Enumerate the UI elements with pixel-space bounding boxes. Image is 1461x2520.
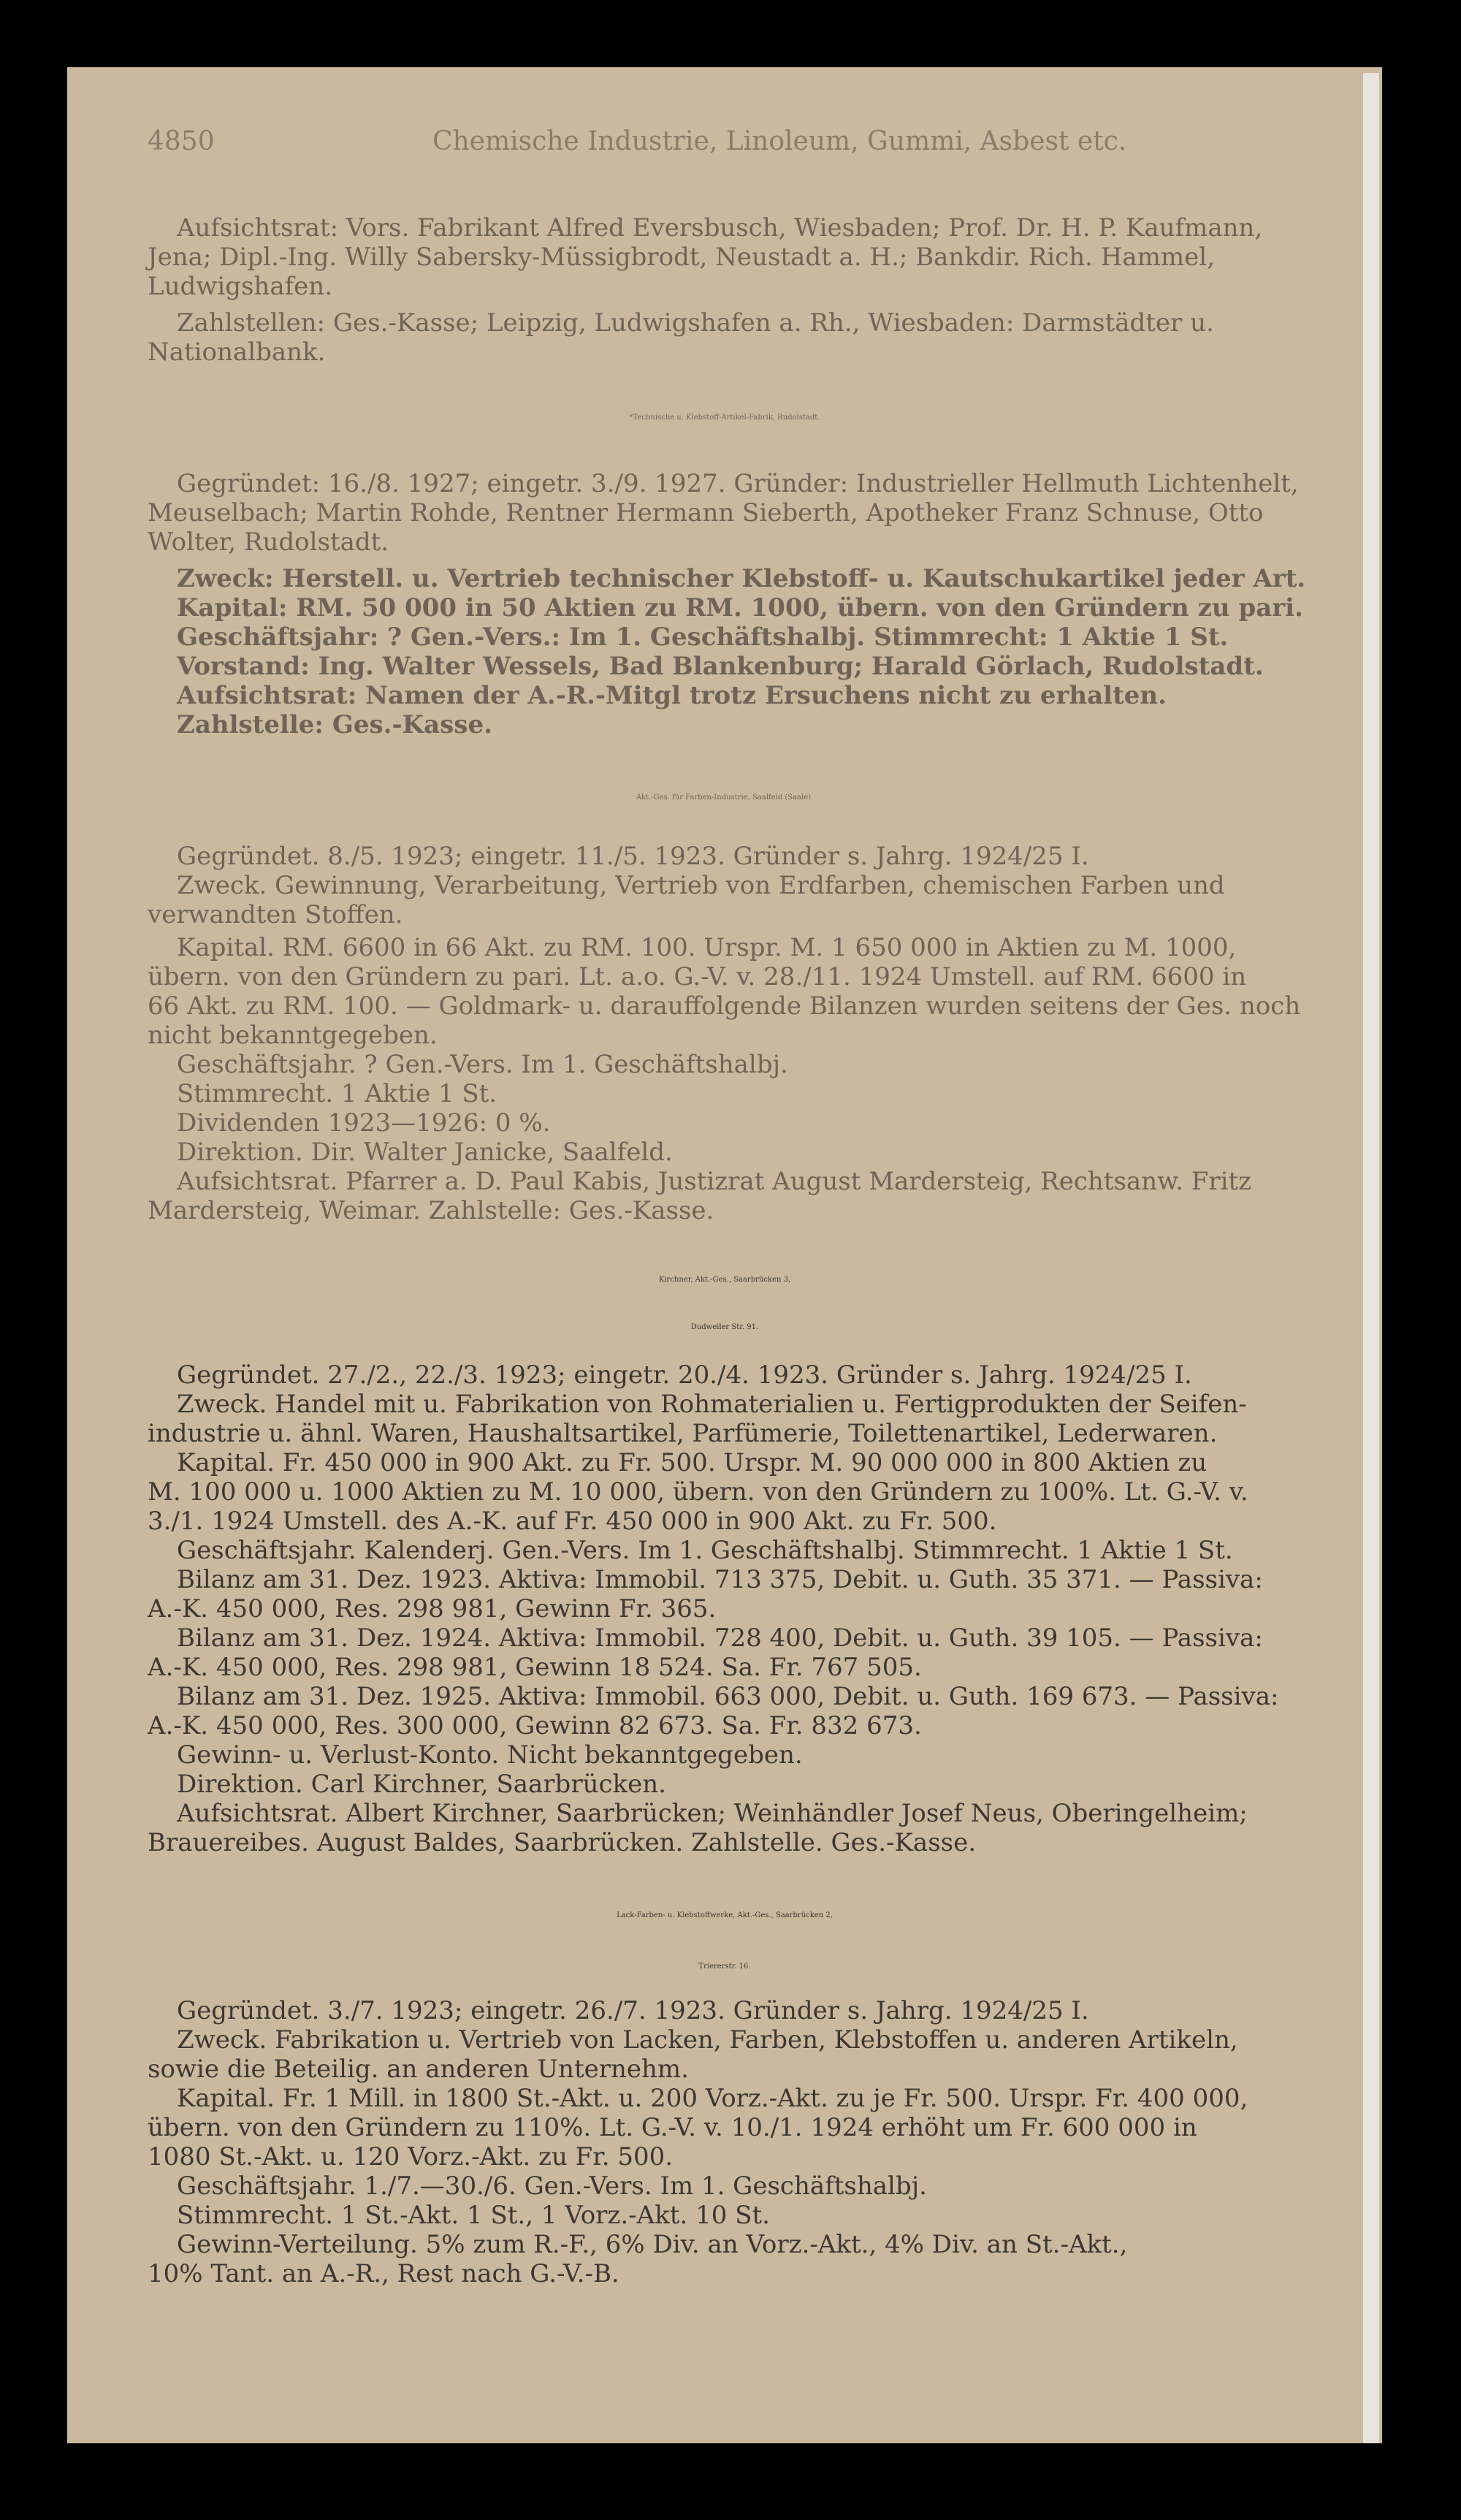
text-line: Geschäftsjahr. 1./7.—30./6. Gen.-Vers. Im 1. Geschäftshalbj. bbox=[177, 2171, 927, 2201]
company-address: Triererstr. 16. bbox=[698, 1963, 751, 1971]
company-heading: Kirchner, Akt.-Ges., Saarbrücken 3, bbox=[658, 1276, 791, 1284]
company-address: Dudweiler Str. 91. bbox=[690, 1323, 759, 1331]
text-line: Zweck. Fabrikation u. Vertrieb von Lacken, Farben, Klebstoffen u. anderen Artikeln, bbox=[177, 2025, 1238, 2055]
text-line: übern. von den Gründern zu 110%. Lt. G.-V. v. 10./1. 1924 erhöht um Fr. 600 000 in bbox=[148, 2113, 1197, 2142]
text-line: Gegründet. 27./2., 22./3. 1923; eingetr. 20./4. 1923. Gründer s. Jahrg. 1924/25 I. bbox=[177, 1360, 1192, 1390]
text-line: Stimmrecht. 1 St.-Akt. 1 St., 1 Vorz.-Akt. 10 St. bbox=[177, 2201, 770, 2230]
text-line: sowie die Beteilig. an anderen Unternehm. bbox=[148, 2055, 689, 2084]
text-line: Zweck: Herstell. u. Vertrieb technischer Klebstoff- u. Kautschukartikel jeder Art. bbox=[177, 564, 1306, 593]
text-line: Brauereibes. August Baldes, Saarbrücken. Zahlstelle. Ges.-Kasse. bbox=[148, 1828, 977, 1857]
text-line: Aufsichtsrat. Albert Kirchner, Saarbrücken; Weinhändler Josef Neus, Oberingelheim; bbox=[177, 1799, 1248, 1828]
text-line: Dividenden 1923—1926: 0 %. bbox=[177, 1108, 551, 1138]
scanned-page bbox=[67, 67, 1382, 2443]
text-line: Gegründet. 8./5. 1923; eingetr. 11./5. 1923. Gründer s. Jahrg. 1924/25 I. bbox=[177, 842, 1089, 871]
text-line: Kapital. RM. 6600 in 66 Akt. zu RM. 100. Urspr. M. 1 650 000 in Aktien zu M. 1000, bbox=[177, 933, 1237, 962]
running-title: Chemische Industrie, Linoleum, Gummi, Asbest etc. bbox=[432, 126, 1127, 156]
company-heading: Lack-Farben- u. Klebstoffwerke, Akt.-Ges., Saarbrücken 2, bbox=[617, 1911, 833, 1919]
text-line: Bilanz am 31. Dez. 1925. Aktiva: Immobil. 663 000, Debit. u. Guth. 169 673. — Passiva: bbox=[177, 1682, 1279, 1711]
text-line: 10% Tant. an A.-R., Rest nach G.-V.-B. bbox=[148, 2259, 619, 2288]
text-line: A.-K. 450 000, Res. 300 000, Gewinn 82 673. Sa. Fr. 832 673. bbox=[148, 1711, 922, 1740]
text-line: Ludwigshafen. bbox=[148, 272, 333, 301]
text-line: 66 Akt. zu RM. 100. — Goldmark- u. darauffolgende Bilanzen wurden seitens der Ges. noch bbox=[148, 991, 1301, 1021]
text-line: 3./1. 1924 Umstell. des A.-K. auf Fr. 450 000 in 900 Akt. zu Fr. 500. bbox=[148, 1507, 997, 1536]
text-line: Kapital. Fr. 1 Mill. in 1800 St.-Akt. u. 200 Vorz.-Akt. zu je Fr. 500. Urspr. Fr. 400 000, bbox=[177, 2084, 1248, 2113]
text-line: Direktion. Dir. Walter Janicke, Saalfeld. bbox=[177, 1138, 673, 1167]
text-line: Zweck. Gewinnung, Verarbeitung, Vertrieb von Erdfarben, chemischen Farben und bbox=[177, 871, 1225, 900]
text-line: Kapital: RM. 50 000 in 50 Aktien zu RM. 1000, übern. von den Gründern zu pari. bbox=[177, 593, 1303, 623]
text-line: Kapital. Fr. 450 000 in 900 Akt. zu Fr. 500. Urspr. M. 90 000 000 in 800 Aktien zu bbox=[177, 1448, 1208, 1477]
text-line: Zweck. Handel mit u. Fabrikation von Rohmaterialien u. Fertigprodukten der Seifen- bbox=[177, 1390, 1247, 1419]
page-number: 4850 bbox=[148, 126, 215, 156]
text-line: Bilanz am 31. Dez. 1924. Aktiva: Immobil. 728 400, Debit. u. Guth. 39 105. — Passiva: bbox=[177, 1623, 1263, 1653]
text-line: Nationalbank. bbox=[148, 338, 326, 367]
text-line: Meuselbach; Martin Rohde, Rentner Hermann Sieberth, Apotheker Franz Schnuse, Otto bbox=[148, 498, 1264, 528]
text-line: übern. von den Gründern zu pari. Lt. a.o. G.-V. v. 28./11. 1924 Umstell. auf RM. 6600 in bbox=[148, 962, 1247, 991]
text-line: Geschäftsjahr. Kalenderj. Gen.-Vers. Im 1. Geschäftshalbj. Stimmrecht. 1 Aktie 1 St. bbox=[177, 1536, 1233, 1565]
text-line: Geschäftsjahr. ? Gen.-Vers. Im 1. Geschäftshalbj. bbox=[177, 1050, 788, 1079]
text-line: 1080 St.-Akt. u. 120 Vorz.-Akt. zu Fr. 500. bbox=[148, 2142, 674, 2171]
text-line: Zahlstellen: Ges.-Kasse; Leipzig, Ludwigshafen a. Rh., Wiesbaden: Darmstädter u. bbox=[177, 308, 1214, 338]
text-line: Aufsichtsrat: Vors. Fabrikant Alfred Eversbusch, Wiesbaden; Prof. Dr. H. P. Kaufmann, bbox=[177, 213, 1263, 243]
text-line: A.-K. 450 000, Res. 298 981, Gewinn 18 524. Sa. Fr. 767 505. bbox=[148, 1653, 922, 1682]
text-line: M. 100 000 u. 1000 Aktien zu M. 10 000, übern. von den Gründern zu 100%. Lt. G.-V. v. bbox=[148, 1477, 1248, 1507]
text-line: Direktion. Carl Kirchner, Saarbrücken. bbox=[177, 1770, 666, 1799]
text-line: Bilanz am 31. Dez. 1923. Aktiva: Immobil. 713 375, Debit. u. Guth. 35 371. — Passiva: bbox=[177, 1565, 1263, 1594]
text-line: Jena; Dipl.-Ing. Willy Sabersky-Müssigbrodt, Neustadt a. H.; Bankdir. Rich. Hammel, bbox=[148, 243, 1215, 272]
text-line: nicht bekanntgegeben. bbox=[148, 1021, 438, 1050]
text-line: Gegründet. 3./7. 1923; eingetr. 26./7. 1923. Gründer s. Jahrg. 1924/25 I. bbox=[177, 1996, 1089, 2025]
company-heading: Akt.-Ges. für Farben-Industrie, Saalfeld (Saale). bbox=[636, 793, 814, 802]
text-line: Aufsichtsrat: Namen der A.-R.-Mitgl trotz Ersuchens nicht zu erhalten. bbox=[177, 681, 1167, 710]
text-line: Zahlstelle: Ges.-Kasse. bbox=[177, 710, 492, 739]
text-line: Vorstand: Ing. Walter Wessels, Bad Blankenburg; Harald Görlach, Rudolstadt. bbox=[177, 652, 1264, 681]
text-line: Geschäftsjahr: ? Gen.-Vers.: Im 1. Geschäftshalbj. Stimmrecht: 1 Aktie 1 St. bbox=[177, 623, 1229, 652]
page-edge bbox=[1363, 73, 1379, 2443]
company-heading: *Technische u. Klebstoff-Artikel-Fabrik, Rudolstadt. bbox=[629, 414, 820, 422]
text-line: Wolter, Rudolstadt. bbox=[148, 528, 389, 557]
text-line: industrie u. ähnl. Waren, Haushaltsartikel, Parfümerie, Toilettenartikel, Lederwaren. bbox=[148, 1419, 1218, 1448]
text-line: Aufsichtsrat. Pfarrer a. D. Paul Kabis, Justizrat August Mardersteig, Rechtsanw. Fritz bbox=[177, 1167, 1252, 1196]
text-line: Stimmrecht. 1 Aktie 1 St. bbox=[177, 1079, 497, 1108]
text-line: Gewinn-Verteilung. 5% zum R.-F., 6% Div. an Vorz.-Akt., 4% Div. an St.-Akt., bbox=[177, 2230, 1128, 2259]
text-line: Gegründet: 16./8. 1927; eingetr. 3./9. 1927. Gründer: Industrieller Hellmuth Lichtenhelt, bbox=[177, 469, 1299, 498]
text-line: Mardersteig, Weimar. Zahlstelle: Ges.-Kasse. bbox=[148, 1196, 714, 1225]
text-line: A.-K. 450 000, Res. 298 981, Gewinn Fr. 365. bbox=[148, 1594, 717, 1623]
text-line: Gewinn- u. Verlust-Konto. Nicht bekanntgegeben. bbox=[177, 1740, 803, 1770]
text-line: verwandten Stoffen. bbox=[148, 900, 403, 929]
